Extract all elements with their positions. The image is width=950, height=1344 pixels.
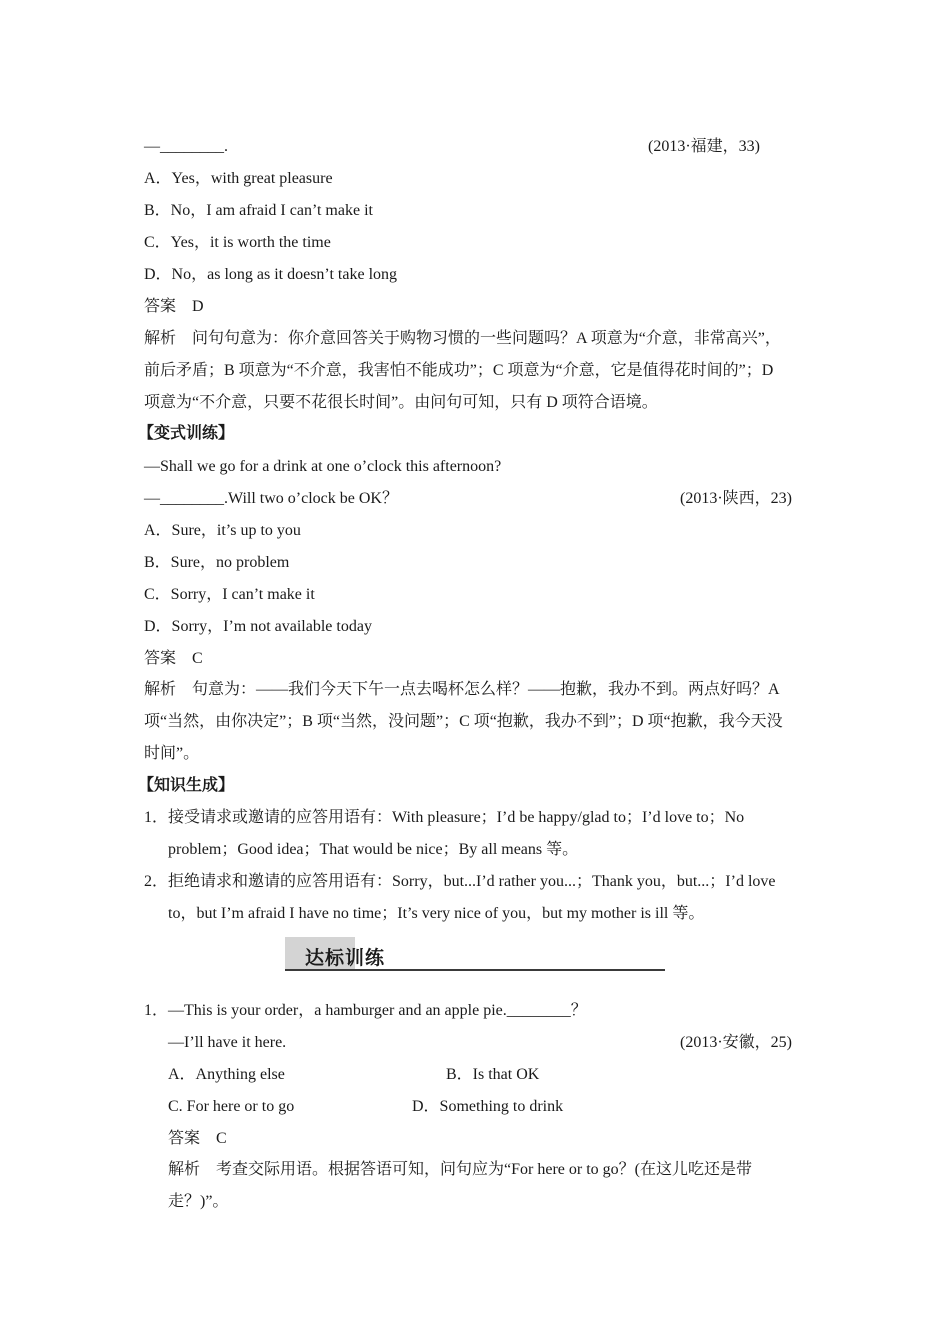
answer-blank-line: —________. [144,138,228,155]
exercise-1-answer-label: 答案 [168,1130,201,1147]
variant-option-c: C．Sorry，I can’t make it [144,586,315,603]
exercise-1-option-c: C. For here or to go [168,1098,295,1115]
answer-value: D [192,298,204,315]
analysis-line-1 [144,329,781,349]
exercise-1-option-b: B．Is that OK [446,1066,540,1083]
exercise-1-source: (2013·安徽，25) [680,1034,792,1051]
variant-answer-value: C [192,650,203,667]
exercise-1-option-a: A．Anything else [168,1066,285,1083]
variant-heading: 【变式训练】 [138,425,235,442]
knowledge-item-1-line-1 [144,808,744,828]
variant-source: (2013·陕西，23) [680,490,792,507]
option-b: B．No，I am afraid I can’t make it [144,202,373,219]
exercise-1-answer-row [168,1129,227,1149]
exercise-1-line-2: —I’ll have it here. [168,1034,287,1051]
analysis-text: 问句句意为：你介意回答关于购物习惯的一些问题吗？A 项意为“介意，非常高兴”， [192,330,781,347]
variant-option-d: D．Sorry，I’m not available today [144,618,372,635]
answer-row [144,297,204,317]
variant-analysis-line-1 [144,680,780,700]
variant-question-line-2: —________.Will two o’clock be OK？ [144,490,398,507]
exercise-1-line-1 [144,1001,587,1021]
analysis-label: 解析 [144,330,177,347]
exercise-1-analysis-label: 解析 [168,1161,201,1178]
knowledge-item-1-text: 接受请求或邀请的应答用语有：With pleasure；I’d be happy/glad to；I’d love to；No [168,809,745,826]
answer-label: 答案 [144,298,177,315]
exercise-1-analysis-line-2: 走？)”。 [168,1193,229,1210]
variant-question-line-1: —Shall we go for a drink at one o’clock this afternoon? [144,458,502,475]
question-source: (2013·福建，33) [648,138,760,155]
knowledge-item-1-num: 1． [144,809,169,826]
option-c: C．Yes，it is worth the time [144,234,331,251]
knowledge-item-2-line-1 [144,872,776,892]
variant-answer-row [144,649,203,669]
exercise-1-question: —This is your order，a hamburger and an apple pie.________？ [168,1002,587,1019]
section-title: 达标训练 [305,947,386,969]
knowledge-heading: 【知识生成】 [138,777,235,794]
knowledge-item-1-line-2: problem；Good idea；That would be nice；By all means 等。 [168,841,579,858]
exercise-1-num: 1． [144,1002,169,1019]
exercise-1-analysis-text: 考查交际用语。根据答语可知，问句应为“For here or to go？(在这儿吃还是带 [216,1161,752,1178]
variant-option-a: A．Sure，it’s up to you [144,522,301,539]
variant-analysis-label: 解析 [144,681,177,698]
variant-analysis-line-3: 时间”。 [144,745,200,762]
option-d: D．No，as long as it doesn’t take long [144,266,398,283]
analysis-line-2: 前后矛盾；B 项意为“不介意，我害怕不能成功”；C 项意为“介意，它是值得花时间的”；D [144,362,774,379]
variant-analysis-text: 句意为：——我们今天下午一点去喝杯怎么样？——抱歉，我办不到。两点好吗？A [192,681,780,698]
exercise-1-analysis-line-1 [168,1160,752,1180]
variant-analysis-line-2: 项“当然，由你决定”；B 项“当然，没问题”；C 项“抱歉，我办不到”；D 项“抱歉，我今天没 [144,713,783,730]
exercise-1-answer-value: C [216,1130,227,1147]
knowledge-item-2-line-2: to，but I’m afraid I have no time；It’s very nice of you，but my mother is ill 等。 [168,905,705,922]
knowledge-item-2-text: 拒绝请求和邀请的应答用语有：Sorry，but...I’d rather you...；Thank you，but...；I’d love [168,873,776,890]
variant-answer-label: 答案 [144,650,177,667]
analysis-line-3: 项意为“不介意，只要不花很长时间”。由问句可知，只有 D 项符合语境。 [144,394,658,411]
knowledge-item-2-num: 2． [144,873,169,890]
variant-option-b: B．Sure，no problem [144,554,290,571]
exercise-1-option-d: D．Something to drink [412,1098,564,1115]
section-divider [285,969,665,971]
section-banner [285,937,665,971]
option-a: A．Yes，with great pleasure [144,170,333,187]
